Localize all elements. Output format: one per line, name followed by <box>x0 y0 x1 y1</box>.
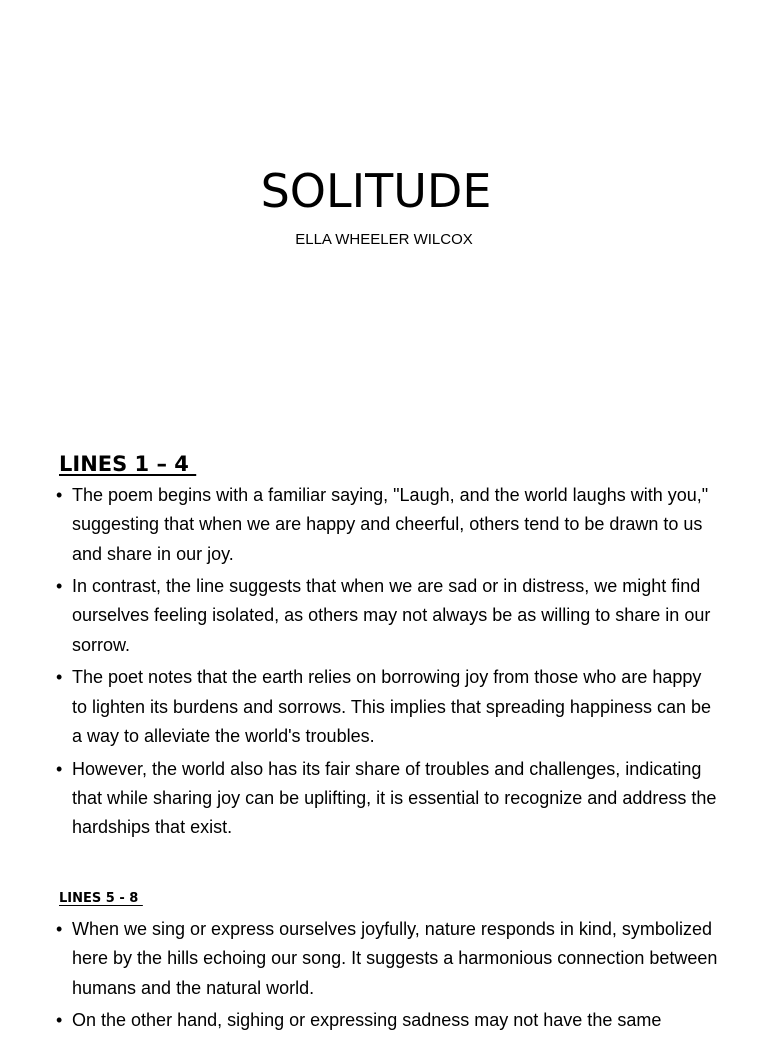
bullet-icon: • <box>56 576 63 597</box>
list-item-text: In contrast, the line suggests that when we are sad or in distress, we might find ourselves feeling isolated, as others may not always be as willing to share in our sorrow. <box>72 576 711 655</box>
bullet-list-lines-1-4 <box>56 481 718 846</box>
author-name: ELLA WHEELER WILCOX <box>295 231 473 248</box>
list-item <box>56 755 718 843</box>
bullet-list-lines-5-8 <box>56 915 718 1039</box>
list-item-text: The poet notes that the earth relies on borrowing joy from those who are happy to lighten its burdens and sorrows. This implies that spreading happiness can be a way to alleviate the world's troubles. <box>72 667 712 746</box>
list-item <box>56 663 718 751</box>
list-item <box>56 481 718 569</box>
page-title: SOLITUDE <box>260 164 492 218</box>
list-item-text: The poem begins with a familiar saying, "Laugh, and the world laughs with you," suggesting that when we are happy and cheerful, others tend to be drawn to us and share in our joy. <box>72 485 709 564</box>
bullet-icon: • <box>56 667 63 688</box>
section-heading-lines-5-8: LINES 5 - 8 <box>59 891 143 906</box>
list-item-text: When we sing or express ourselves joyfully, nature responds in kind, symbolized here by the hills echoing our song. It suggests a harmonious connection between humans and the natural world. <box>72 919 718 998</box>
list-item-text: However, the world also has its fair share of troubles and challenges, indicating that while sharing joy can be uplifting, it is essential to recognize and address the hardships that exist. <box>72 758 717 838</box>
bullet-icon: • <box>56 758 63 779</box>
list-item <box>56 572 718 660</box>
bullet-icon: • <box>56 1010 63 1031</box>
section-heading-lines-1-4: LINES 1 – 4 <box>59 452 197 476</box>
list-item-text: On the other hand, sighing or expressing sadness may not have the same <box>72 1010 662 1031</box>
list-item <box>56 915 718 1003</box>
list-item <box>56 1006 718 1035</box>
bullet-icon: • <box>56 919 63 939</box>
bullet-icon: • <box>56 485 63 505</box>
